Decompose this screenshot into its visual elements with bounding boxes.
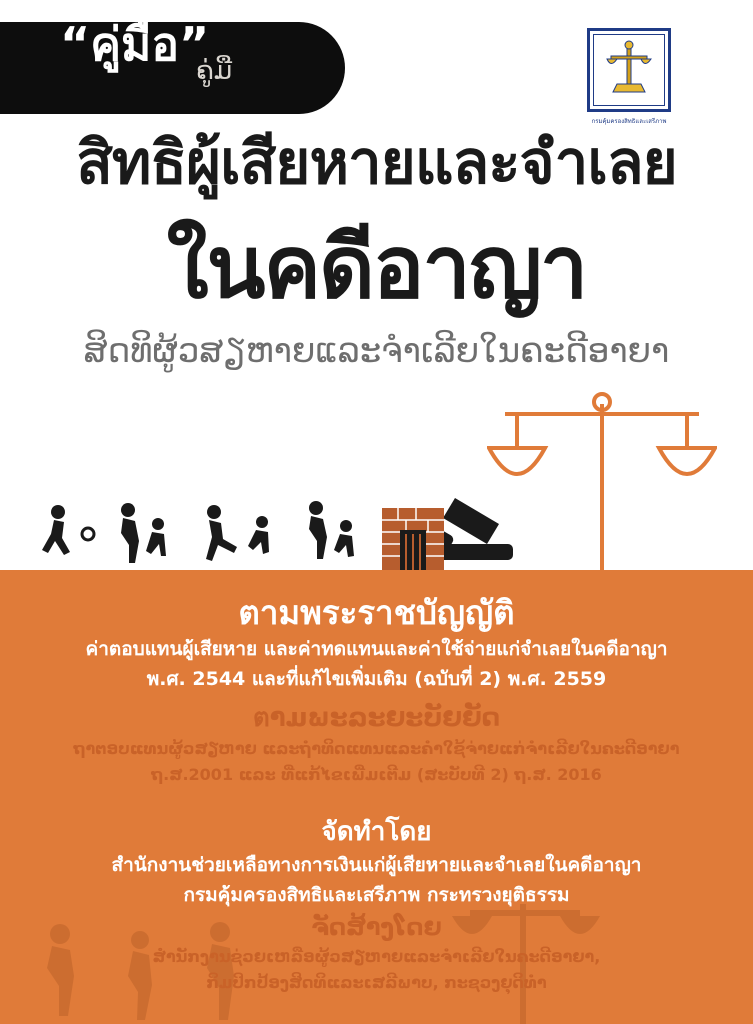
act-line2-lao: ຖ.ສ.2001 ແລະ ທີ່ແກ້ໄຂເພີ່ມເຕີມ (ສະບັບທີ 2) ຖ.ສ. 2016 <box>151 765 602 784</box>
emblem-caption: กรมคุ้มครองสิทธิและเสรีภาพ <box>591 118 667 125</box>
act-heading-lao: ตາມພະລະຍະບັຍຍັດ <box>252 703 501 733</box>
ribbon-title-lao: ຄູ່ມື <box>196 56 233 86</box>
publisher-line1-lao: ສຳນັກງານຊ່ວຍເຫລືອຜູ້ວສຽຫາຍແລະຈຳເລີຍໃນຄະດີອາຍາ, <box>152 947 601 966</box>
ribbon-title-thai: “คู่มือ” <box>60 17 210 71</box>
poster-title-lao: ສິດທິຜູ້ວສຽຫາຍແລະຈຳເລີຍໃນຄະດີອາຍາ <box>83 331 670 371</box>
poster-info-panel <box>0 570 753 1024</box>
crime-pictograms <box>24 500 384 570</box>
emblem-scales-icon <box>587 28 671 112</box>
jail-brick-icon <box>382 508 444 570</box>
poster-title-line2: ในคดีอาญา <box>166 218 587 318</box>
panel-spacer <box>0 788 753 814</box>
poster-title-line1: สิทธิผู้เสียหายและจำเลย <box>76 128 677 198</box>
publisher-line2-lao: ກິມປິກປ້ອງສິດທິແລະເສລີພາບ, ກະຊວງຍຸດິທຳ <box>206 973 547 992</box>
publisher-heading-lao: ຈັດສ້າງໂດຍ <box>311 913 442 941</box>
act-line2-thai: พ.ศ. 2544 และที่แก้ไขเพิ่มเติม (ฉบับที่ 2) พ.ศ. 2559 <box>146 668 607 690</box>
panel-text-content <box>0 570 753 996</box>
publisher-heading-thai: จัดทำโดย <box>321 817 432 847</box>
act-line1-thai: ค่าตอบแทนผู้เสียหาย และค่าทดแทนและค่าใช้จ่ายแก่จำเลยในคดีอาญา <box>85 638 668 660</box>
scales-of-justice-icon <box>487 392 717 577</box>
act-line1-lao: ຖາຕອບແທນຜູ້ວສຽຫາຍ ແລະຖຳທິດແທນແລະຄຳໃຊ້ຈ່າຍແກ່ຈຳເລີຍໃນຄະດີອາຍາ <box>73 739 680 758</box>
ministry-emblem <box>587 28 671 125</box>
publisher-line2-thai: กรมคุ้มครองสิทธิและเสรีภาพ กระทรวงยุติธรรม <box>183 884 570 906</box>
act-heading-thai: ตามพระราชบัญญัติ <box>238 593 515 632</box>
publisher-line1-thai: สำนักงานช่วยเหลือทางการเงินแก่ผู้เสียหายและจำเลยในคดีอาญา <box>111 854 642 876</box>
